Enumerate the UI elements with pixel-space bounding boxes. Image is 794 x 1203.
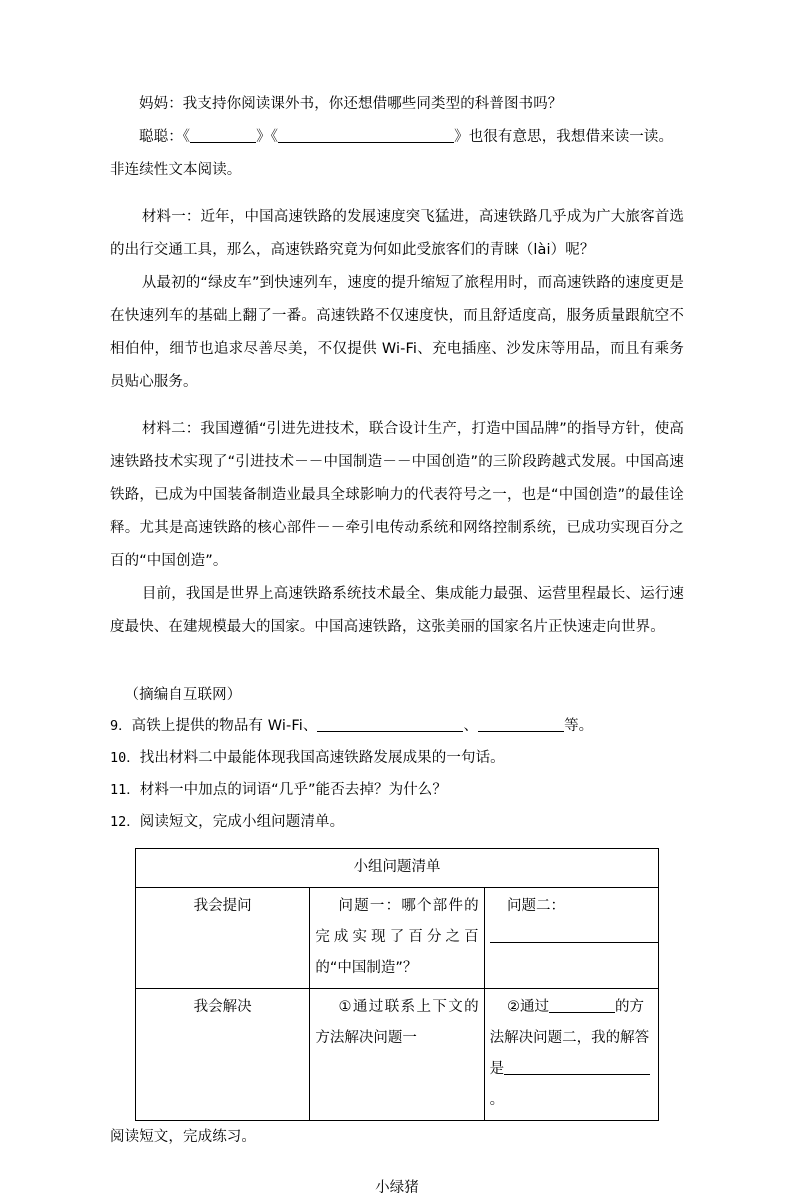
section-label-noncontinuous-text: 非连续性文本阅读。 xyxy=(110,162,242,178)
question-12-number: 12． xyxy=(110,814,140,830)
table-row-1-question-one: 问题一：哪个部件的完成实现了百分之百的“中国制造”？ xyxy=(310,888,484,989)
table-row xyxy=(136,989,659,1121)
question-9-number: 9． xyxy=(110,718,132,734)
material-two-paragraph-1: 材料二：我国遵循“引进先进技术，联合设计生产，打造中国品牌”的指导方针，使高速铁路技术实现了“引进技术－－中国制造－－中国创造”的三阶段跨越式发展。中国高速铁路，已成为中国装备制造业最具全球影响力的代表符号之一，也是“中国创造”的最佳诠释。尤其是高速铁路的核心部件－－牵引电传动系统和网络控制系统，已成功实现百分之百的“中国创造”。 xyxy=(110,421,684,569)
question-9-blank-2[interactable] xyxy=(478,717,564,732)
closing-title: 小绿猪 xyxy=(375,1180,419,1196)
table-row-2-solution-two xyxy=(484,989,658,1121)
material-two-paragraph-2: 目前，我国是世界上高速铁路系统技术最全、集成能力最强、运营里程最长、运行速度最快、在建规模最大的国家。中国高速铁路，这张美丽的国家名片正快速走向世界。 xyxy=(110,586,684,635)
group-question-table-wrapper xyxy=(110,848,684,1121)
solution-two-line2-prefix: 的解答是 xyxy=(489,1030,650,1077)
question-12 xyxy=(110,806,684,838)
congcong-prefix-text: 聪聪：《 xyxy=(139,129,191,145)
book-title-blank-1[interactable] xyxy=(190,128,256,143)
table-title-cell: 小组问题清单 xyxy=(136,849,659,888)
question-12-text: 阅读短文，完成小组问题清单。 xyxy=(139,814,345,830)
question-10-number: 10． xyxy=(110,750,140,766)
closing-instruction: 阅读短文，完成练习。 xyxy=(110,1129,256,1145)
question-two-prefix: 问题二： xyxy=(507,898,566,914)
question-9-blank-1[interactable] xyxy=(317,717,463,732)
spacer xyxy=(110,187,684,201)
table-row-title xyxy=(136,849,659,888)
book-title-blank-2[interactable] xyxy=(278,128,454,143)
question-11 xyxy=(110,774,684,806)
question-11-number: 11． xyxy=(110,782,140,798)
question-9-text-before: 高铁上提供的物品有 Wi-Fi、 xyxy=(131,718,318,734)
question-10-text: 找出材料二中最能体现我国高速铁路发展成果的一句话。 xyxy=(139,750,505,766)
material-one-paragraph-1: 材料一：近年，中国高速铁路的发展速度突飞猛进，高速铁路几乎成为广大旅客首选的出行交通工具，那么，高速铁路究竟为何如此受旅客们的青睐（lài）呢？ xyxy=(110,209,684,258)
congcong-suffix-text: 》也很有意思，我想借来读一读。 xyxy=(454,129,674,145)
question-11-text: 材料一中加点的词语“几乎”能否去掉？为什么？ xyxy=(139,782,447,798)
spacer xyxy=(110,644,684,680)
question-9-text-after: 等。 xyxy=(564,718,594,734)
material-one-paragraph-2: 从最初的“绿皮车”到快速列车，速度的提升缩短了旅程用时，而高速铁路的速度更是在快速列车的基础上翻了一番。高速铁路不仅速度快，而且舒适度高，服务质量跟航空不相伯仲，细节也追求尽善尽美，不仅提供 Wi-Fi、充电插座、沙发床等用品，而且有乘务员贴心服务。 xyxy=(110,275,684,390)
solution-two-line1-suffix: 的方法解决问题二，我 xyxy=(489,999,645,1046)
document-content xyxy=(110,88,684,1203)
group-question-table xyxy=(135,848,659,1121)
table-row-2-label: 我会解决 xyxy=(136,989,310,1121)
spacer xyxy=(110,399,684,413)
question-9-separator: 、 xyxy=(463,718,479,734)
congcong-mid-text: 》《 xyxy=(256,129,279,145)
solution-two-answer-blank[interactable] xyxy=(504,1060,650,1075)
dialog-congcong-line xyxy=(110,121,684,154)
table-row-1-question-two xyxy=(484,888,658,989)
question-10 xyxy=(110,742,684,774)
table-row-1-label: 我会提问 xyxy=(136,888,310,989)
source-note: （摘编自互联网） xyxy=(124,687,242,703)
solution-two-method-blank[interactable] xyxy=(549,998,615,1013)
table-row-2-solution-one: ①通过联系上下文的方法解决问题一 xyxy=(310,989,484,1121)
question-9 xyxy=(110,710,684,742)
solution-two-line2-suffix: 。 xyxy=(489,1092,505,1108)
dialog-mother-line: 妈妈：我支持你阅读课外书，你还想借哪些同类型的科普图书吗？ xyxy=(139,96,563,112)
question-two-blank[interactable] xyxy=(490,928,658,943)
solution-two-prefix: ②通过 xyxy=(507,999,550,1015)
table-row xyxy=(136,888,659,989)
